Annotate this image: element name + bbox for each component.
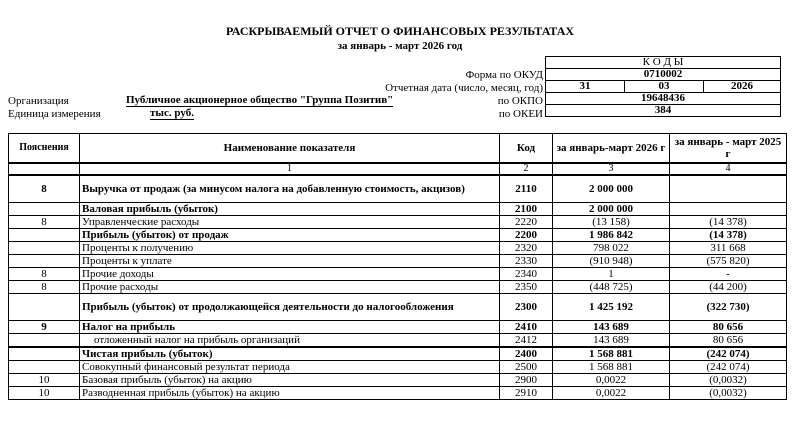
row-prior-value: 80 656 (670, 334, 787, 348)
okud-value: 0710002 (546, 69, 781, 81)
row-note: 8 (9, 216, 80, 229)
row-code: 2410 (500, 321, 553, 334)
row-code: 2910 (500, 387, 553, 400)
row-code: 2500 (500, 361, 553, 374)
header-prior: за январь - март 2025 г (670, 134, 787, 164)
index-4: 4 (670, 163, 787, 175)
row-name: Прочие расходы (80, 281, 500, 294)
index-1: 1 (80, 163, 500, 175)
row-code: 2330 (500, 255, 553, 268)
table-row (9, 281, 787, 294)
date-year: 2026 (704, 81, 781, 93)
row-code: 2412 (500, 334, 553, 348)
okei-label: по ОКЕИ (498, 108, 543, 120)
row-current-value: 798 022 (553, 242, 670, 255)
row-note (9, 361, 80, 374)
row-current-value: 1 425 192 (553, 294, 670, 321)
financial-results-table (8, 133, 787, 400)
row-name: Управленческие расходы (80, 216, 500, 229)
row-name: Совокупный финансовый результат периода (80, 361, 500, 374)
row-note: 8 (9, 281, 80, 294)
row-current-value: 1 986 842 (553, 229, 670, 242)
row-prior-value: 80 656 (670, 321, 787, 334)
date-month: 03 (625, 81, 704, 93)
row-note (9, 203, 80, 216)
org-value: Публичное акционерное общество "Группа Позитив" (126, 94, 394, 106)
date-day: 31 (546, 81, 625, 93)
row-code: 2320 (500, 242, 553, 255)
row-prior-value: (0,0032) (670, 374, 787, 387)
row-prior-value: (14 378) (670, 216, 787, 229)
table-row (9, 294, 787, 321)
row-current-value: (448 725) (553, 281, 670, 294)
table-row (9, 255, 787, 268)
header-code: Код (500, 134, 553, 164)
codes-header: К О Д Ы (546, 57, 781, 69)
row-name: Проценты к получению (80, 242, 500, 255)
table-row (9, 321, 787, 334)
table-header-row (9, 134, 787, 164)
row-current-value: 1 568 881 (553, 361, 670, 374)
row-prior-value: (322 730) (670, 294, 787, 321)
row-current-value: (13 158) (553, 216, 670, 229)
row-current-value: 1 568 881 (553, 347, 670, 361)
row-prior-value (670, 203, 787, 216)
row-current-value: 2 000 000 (553, 203, 670, 216)
table-row (9, 242, 787, 255)
row-current-value: 143 689 (553, 334, 670, 348)
row-prior-value: (14 378) (670, 229, 787, 242)
row-code: 2350 (500, 281, 553, 294)
index-3: 3 (553, 163, 670, 175)
row-note (9, 334, 80, 348)
table-row (9, 229, 787, 242)
row-note (9, 255, 80, 268)
row-name: Прочие доходы (80, 268, 500, 281)
index-2: 2 (500, 163, 553, 175)
row-name: Базовая прибыль (убыток) на акцию (80, 374, 500, 387)
row-code: 2400 (500, 347, 553, 361)
org-label: Организация (8, 95, 69, 107)
row-note: 8 (9, 268, 80, 281)
row-note: 10 (9, 374, 80, 387)
table-row (9, 175, 787, 203)
date-label: Отчетная дата (число, месяц, год) (385, 82, 543, 94)
row-prior-value: (0,0032) (670, 387, 787, 400)
row-code: 2220 (500, 216, 553, 229)
table-row (9, 203, 787, 216)
row-note (9, 242, 80, 255)
row-code: 2900 (500, 374, 553, 387)
header-current: за январь-март 2026 г (553, 134, 670, 164)
row-note: 10 (9, 387, 80, 400)
row-prior-value: (575 820) (670, 255, 787, 268)
header-notes: Пояснения (9, 134, 80, 164)
table-row (9, 361, 787, 374)
row-name: Налог на прибыль (80, 321, 500, 334)
table-row (9, 374, 787, 387)
okei-value: 384 (546, 105, 781, 117)
row-current-value: 0,0022 (553, 387, 670, 400)
row-current-value: 2 000 000 (553, 175, 670, 203)
okpo-label: по ОКПО (497, 95, 543, 107)
row-name: Валовая прибыль (убыток) (80, 203, 500, 216)
row-current-value: 1 (553, 268, 670, 281)
row-prior-value (670, 175, 787, 203)
row-code: 2110 (500, 175, 553, 203)
row-prior-value: - (670, 268, 787, 281)
row-name: Разводненная прибыль (убыток) на акцию (80, 387, 500, 400)
row-current-value: 143 689 (553, 321, 670, 334)
row-name: Чистая прибыль (убыток) (80, 347, 500, 361)
row-current-value: (910 948) (553, 255, 670, 268)
okud-label: Форма по ОКУД (465, 69, 543, 81)
row-code: 2300 (500, 294, 553, 321)
table-row (9, 387, 787, 400)
row-name: Прибыль (убыток) от продолжающейся деятельности до налогообложения (80, 294, 500, 321)
row-code: 2340 (500, 268, 553, 281)
row-name: отложенный налог на прибыль организаций (80, 334, 500, 348)
row-note: 8 (9, 175, 80, 203)
row-note (9, 347, 80, 361)
table-row (9, 216, 787, 229)
table-row (9, 334, 787, 348)
row-name: Прибыль (убыток) от продаж (80, 229, 500, 242)
row-name: Выручка от продаж (за минусом налога на добавленную стоимость, акцизов) (80, 175, 500, 203)
row-prior-value: (242 074) (670, 347, 787, 361)
header-name: Наименование показателя (80, 134, 500, 164)
codes-table (545, 56, 781, 117)
table-row (9, 268, 787, 281)
report-period: за январь - март 2026 год (337, 40, 463, 52)
row-prior-value: (242 074) (670, 361, 787, 374)
row-note: 9 (9, 321, 80, 334)
index-row (9, 163, 787, 175)
row-current-value: 0,0022 (553, 374, 670, 387)
okpo-value: 19648436 (546, 93, 781, 105)
unit-value: тыс. руб. (150, 107, 194, 119)
row-code: 2100 (500, 203, 553, 216)
table-row (9, 347, 787, 361)
row-name: Проценты к уплате (80, 255, 500, 268)
row-note (9, 294, 80, 321)
unit-label: Единица измерения (8, 108, 101, 120)
row-note (9, 229, 80, 242)
row-prior-value: (44 200) (670, 281, 787, 294)
row-code: 2200 (500, 229, 553, 242)
report-title: РАСКРЫВАЕМЫЙ ОТЧЕТ О ФИНАНСОВЫХ РЕЗУЛЬТАТАХ (225, 24, 575, 38)
row-prior-value: 311 668 (670, 242, 787, 255)
